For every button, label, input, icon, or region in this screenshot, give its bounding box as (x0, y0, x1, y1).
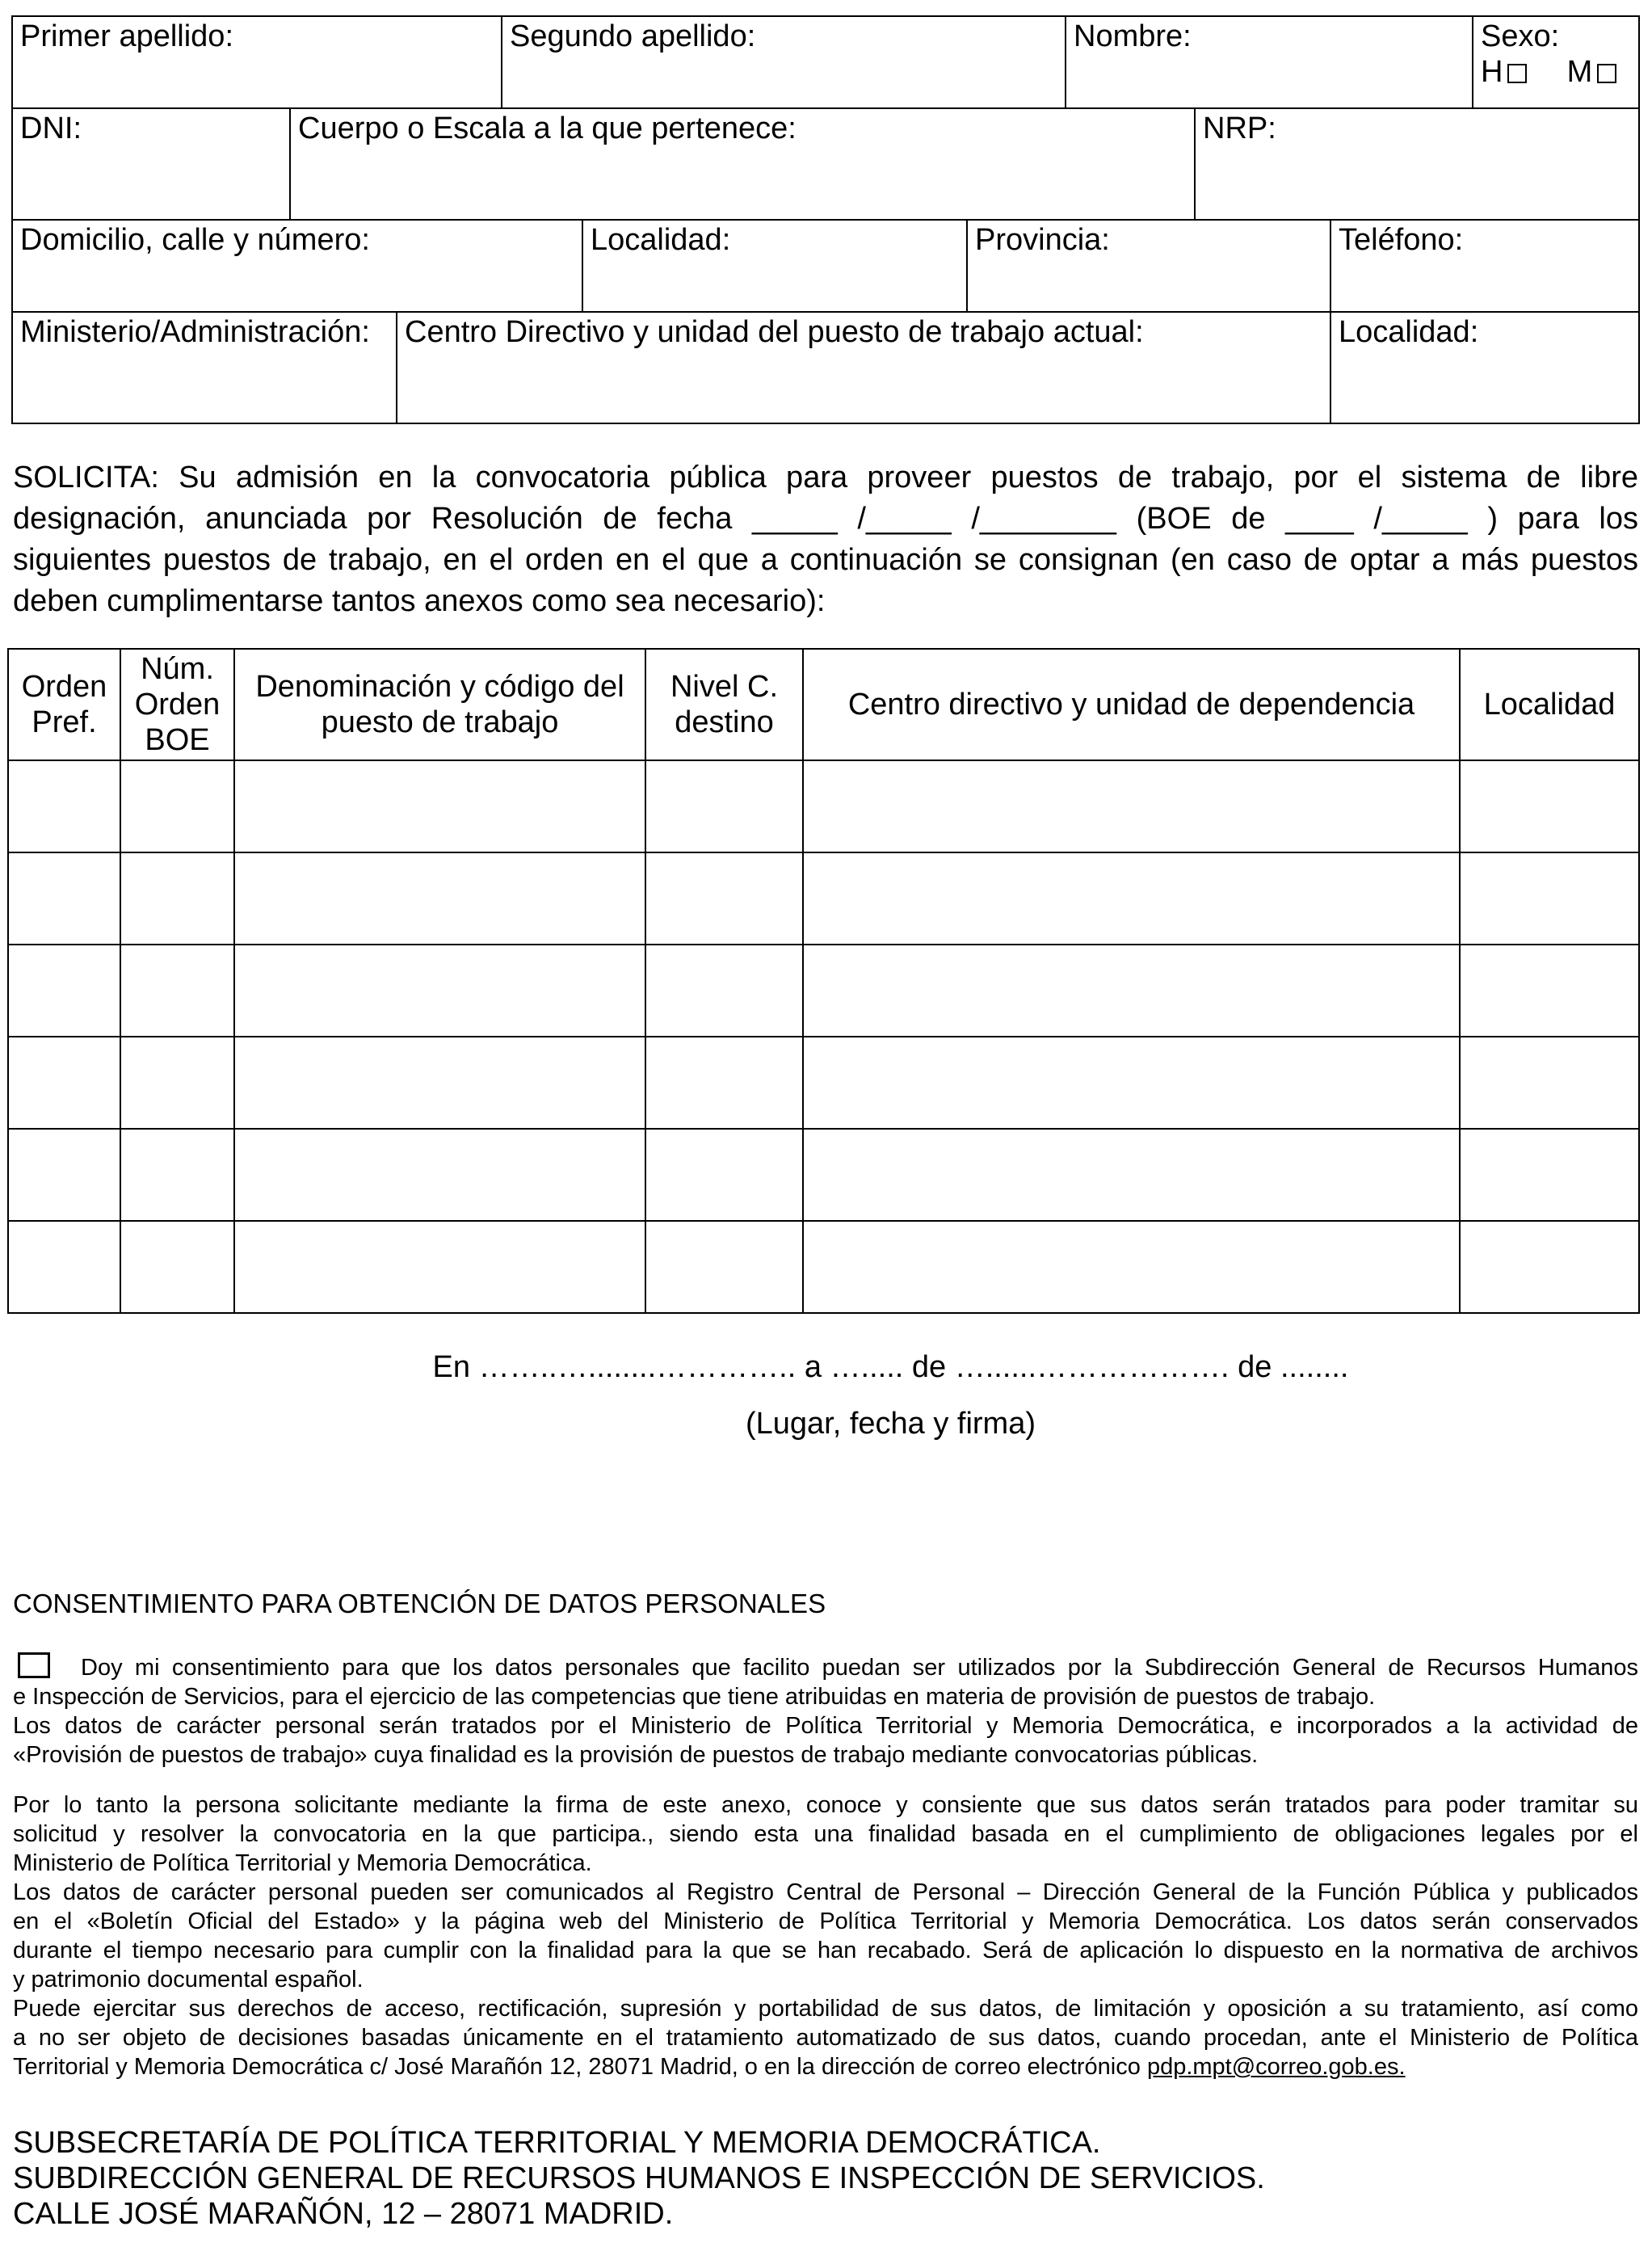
table-cell[interactable] (645, 852, 804, 945)
signature-caption: (Lugar, fecha y firma) (745, 1407, 1036, 1441)
footer-subsecretaria: SUBSECRETARÍA DE POLÍTICA TERRITORIAL Y MEMORIA DEMOCRÁTICA. (13, 2126, 1101, 2160)
signature-line: En ……..…........………….. a …..... de …......………………. de ........ (432, 1350, 1349, 1384)
table-cell[interactable] (645, 760, 804, 853)
table-cell[interactable] (802, 1220, 1461, 1314)
consent-line: durante el tiempo necesario para cumplir con la finalidad para la que se han recabado. Será de aplicación lo dispuesto en la normativa de archivos (13, 1938, 1638, 1963)
header-localidad: Localidad (1459, 648, 1640, 761)
table-cell[interactable] (802, 1036, 1461, 1130)
telefono-field[interactable] (1330, 219, 1640, 313)
table-cell[interactable] (1459, 944, 1640, 1037)
table-cell[interactable] (1459, 760, 1640, 853)
table-cell[interactable] (1459, 1128, 1640, 1222)
nombre-field[interactable] (1065, 15, 1473, 109)
table-cell[interactable] (1459, 1220, 1640, 1314)
table-cell[interactable] (7, 1128, 121, 1222)
localidad-field[interactable] (582, 219, 968, 313)
table-cell[interactable] (802, 944, 1461, 1037)
header-denominacion: Denominación y código del puesto de trabajo (233, 648, 646, 761)
header-nivel-destino: Nivel C. destino (645, 648, 804, 761)
footer-subdireccion: SUBDIRECCIÓN GENERAL DE RECURSOS HUMANOS E INSPECCIÓN DE SERVICIOS. (13, 2161, 1265, 2195)
localidad-actual-field[interactable] (1330, 311, 1640, 424)
table-cell[interactable] (7, 760, 121, 853)
table-cell[interactable] (1459, 1036, 1640, 1130)
consent-title: CONSENTIMIENTO PARA OBTENCIÓN DE DATOS PERSONALES (13, 1589, 826, 1618)
table-cell[interactable] (120, 852, 235, 945)
cuerpo-escala-field[interactable] (289, 107, 1196, 221)
sexo-m-checkbox[interactable] (1597, 64, 1616, 83)
table-cell[interactable] (233, 760, 646, 853)
consent-line: Por lo tanto la persona solicitante mediante la firma de este anexo, conoce y consiente que sus datos serán tratados para poder tramitar su (13, 1792, 1638, 1818)
solicita-line: designación, anunciada por Resolución de fecha _____ /_____ /________ (BOE de ____ /_____ ) para los (13, 502, 1638, 536)
table-cell[interactable] (120, 1220, 235, 1314)
footer-address: CALLE JOSÉ MARAÑÓN, 12 – 28071 MADRID. (13, 2197, 674, 2231)
solicita-line: siguientes puestos de trabajo, en el orden en el que a continuación se consignan (en caso de optar a más puestos (13, 543, 1638, 577)
table-cell[interactable] (645, 1128, 804, 1222)
primer-apellido-label: Primer apellido: (20, 19, 233, 53)
primer-apellido-field[interactable] (11, 15, 502, 109)
nrp-field[interactable] (1194, 107, 1640, 221)
sexo-h-checkbox[interactable] (1507, 64, 1527, 83)
centro-directivo-field[interactable] (396, 311, 1331, 424)
table-cell[interactable] (120, 1128, 235, 1222)
solicita-line: SOLICITA: Su admisión en la convocatoria pública para proveer puestos de trabajo, por el sistema de libre (13, 461, 1638, 494)
table-cell[interactable] (233, 1036, 646, 1130)
localidad-label: Localidad: (591, 223, 731, 257)
table-cell[interactable] (1459, 852, 1640, 945)
consent-line: e Inspección de Servicios, para el ejercicio de las competencias que tiene atribuidas en materia de provisión de puestos de trabajo. (13, 1684, 1376, 1710)
table-cell[interactable] (120, 1036, 235, 1130)
sexo-m-label: M (1566, 55, 1593, 89)
consent-line: Los datos de carácter personal serán tratados por el Ministerio de Política Territorial y Memoria Democrática, e incorporados a la actividad de (13, 1713, 1638, 1739)
consent-line: y patrimonio documental español. (13, 1967, 364, 1993)
consent-line: Los datos de carácter personal pueden ser comunicados al Registro Central de Personal – Dirección General de la Función Pública y publicados (13, 1879, 1638, 1905)
telefono-label: Teléfono: (1339, 223, 1464, 257)
consent-line: Puede ejercitar sus derechos de acceso, rectificación, supresión y portabilidad de sus datos, de limitación y oposición a su tratamiento, así como (13, 1996, 1638, 2022)
consent-paragraph-1 (13, 1653, 1638, 1770)
ministerio-label: Ministerio/Administración: (20, 315, 370, 349)
consent-paragraph-2 (13, 1791, 1638, 2081)
consent-line: en el «Boletín Oficial del Estado» y la página web del Ministerio de Política Territorial y Memoria Democrática. Los datos serán conservados (13, 1908, 1638, 1934)
table-cell[interactable] (233, 944, 646, 1037)
consent-line: Territorial y Memoria Democrática c/ José Marañón 12, 28071 Madrid, o en la dirección de correo electrónico pdp.mpt@correo.gob.es. (13, 2054, 1406, 2080)
table-cell[interactable] (120, 944, 235, 1037)
header-centro-directivo: Centro directivo y unidad de dependencia (802, 648, 1461, 761)
table-cell[interactable] (7, 1220, 121, 1314)
domicilio-field[interactable] (11, 219, 583, 313)
table-cell[interactable] (233, 1128, 646, 1222)
provincia-label: Provincia: (975, 223, 1110, 257)
consent-line: «Provisión de puestos de trabajo» cuya finalidad es la provisión de puestos de trabajo mediante convocatorias públicas. (13, 1742, 1259, 1768)
sexo-field (1472, 15, 1640, 109)
table-cell[interactable] (802, 852, 1461, 945)
nrp-label: NRP: (1203, 112, 1276, 145)
header-orden-pref: Orden Pref. (7, 648, 121, 761)
table-cell[interactable] (233, 852, 646, 945)
segundo-apellido-field[interactable] (501, 15, 1066, 109)
table-cell[interactable] (645, 944, 804, 1037)
solicita-paragraph (13, 457, 1638, 622)
table-cell[interactable] (120, 760, 235, 853)
table-cell[interactable] (645, 1036, 804, 1130)
dni-label: DNI: (20, 112, 82, 145)
sexo-label: Sexo: (1481, 19, 1560, 53)
header-num-orden-boe: Núm. Orden BOE (120, 648, 235, 761)
table-cell[interactable] (7, 944, 121, 1037)
table-cell[interactable] (645, 1220, 804, 1314)
dni-field[interactable] (11, 107, 291, 221)
provincia-field[interactable] (966, 219, 1331, 313)
solicita-line: deben cumplimentarse tantos anexos como sea necesario): (13, 584, 826, 618)
table-cell[interactable] (233, 1220, 646, 1314)
email-link[interactable]: pdp.mpt@correo.gob.es. (1146, 2054, 1406, 2080)
table-cell[interactable] (7, 1036, 121, 1130)
ministerio-field[interactable] (11, 311, 397, 424)
localidad-actual-label: Localidad: (1339, 315, 1479, 349)
domicilio-label: Domicilio, calle y número: (20, 223, 370, 257)
sexo-h-label: H (1481, 55, 1503, 89)
table-cell[interactable] (802, 760, 1461, 853)
consent-line: Ministerio de Política Territorial y Memoria Democrática. (13, 1850, 592, 1876)
table-cell[interactable] (802, 1128, 1461, 1222)
nombre-label: Nombre: (1074, 19, 1192, 53)
sexo-options (1481, 54, 1621, 90)
consent-line: solicitud y resolver la convocatoria en la que participa., siendo esta una finalidad basada en el cumplimiento de obligaciones legales por el (13, 1821, 1638, 1847)
segundo-apellido-label: Segundo apellido: (510, 19, 756, 53)
consent-line: Doy mi consentimiento para que los datos personales que facilito puedan ser utilizados por la Subdirección General de Recursos Humanos (81, 1655, 1638, 1681)
centro-directivo-label: Centro Directivo y unidad del puesto de trabajo actual: (405, 315, 1144, 349)
table-cell[interactable] (7, 852, 121, 945)
consent-line: a no ser objeto de decisiones basadas únicamente en el tratamiento automatizado de sus datos, cuando procedan, ante el Ministerio de Política (13, 2025, 1638, 2051)
cuerpo-escala-label: Cuerpo o Escala a la que pertenece: (298, 112, 797, 145)
